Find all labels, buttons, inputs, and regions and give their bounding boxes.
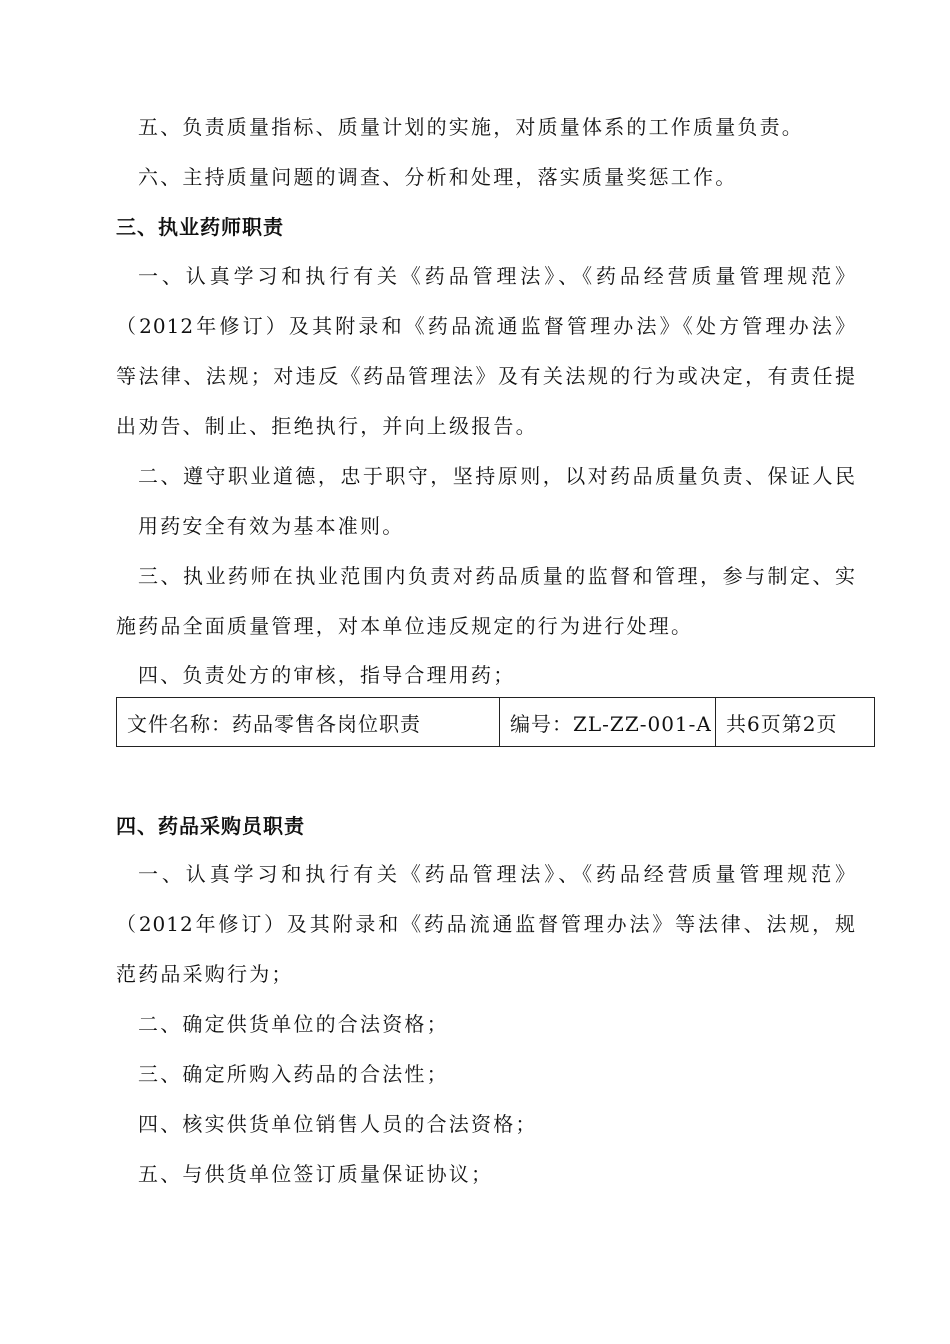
paragraph-item-6: 六、主持质量问题的调查、分析和处理，落实质量奖惩工作。 xyxy=(138,165,738,189)
purchaser-item-3: 三、确定所购入药品的合法性； xyxy=(138,1062,449,1086)
pharmacist-item-1-line-3: 等法律、法规；对违反《药品管理法》及有关法规的行为或决定，有责任提 xyxy=(116,364,856,388)
page-info-cell: 共6页第2页 xyxy=(716,698,875,747)
purchaser-item-4: 四、核实供货单位销售人员的合法资格； xyxy=(138,1112,538,1136)
purchaser-item-1-line-3: 范药品采购行为； xyxy=(116,962,294,986)
purchaser-item-1-line-1: 一、认真学习和执行有关《药品管理法》、《药品经营质量管理规范》 xyxy=(138,862,856,886)
purchaser-item-1-line-2: （2012年修订）及其附录和《药品流通监督管理办法》等法律、法规，规 xyxy=(116,912,856,936)
section-heading-purchaser: 四、药品采购员职责 xyxy=(116,814,305,838)
pharmacist-item-3-line-1: 三、执业药师在执业范围内负责对药品质量的监督和管理，参与制定、实 xyxy=(138,564,856,588)
paragraph-item-5: 五、负责质量指标、质量计划的实施，对质量体系的工作质量负责。 xyxy=(138,115,804,139)
section-heading-pharmacist: 三、执业药师职责 xyxy=(116,215,284,239)
pharmacist-item-4: 四、负责处方的审核，指导合理用药； xyxy=(138,663,516,687)
pharmacist-item-2-line-2: 用药安全有效为基本准则。 xyxy=(138,514,405,538)
purchaser-item-5: 五、与供货单位签订质量保证协议； xyxy=(138,1162,494,1186)
pharmacist-item-2-line-1: 二、遵守职业道德，忠于职守，坚持原则，以对药品质量负责、保证人民 xyxy=(138,464,856,488)
pharmacist-item-1-line-4: 出劝告、制止、拒绝执行，并向上级报告。 xyxy=(116,414,538,438)
pharmacist-item-3-line-2: 施药品全面质量管理，对本单位违反规定的行为进行处理。 xyxy=(116,614,694,638)
purchaser-item-2: 二、确定供货单位的合法资格； xyxy=(138,1012,449,1036)
document-footer-table xyxy=(116,697,875,747)
file-name-cell: 文件名称：药品零售各岗位职责 xyxy=(117,698,500,747)
document-number-cell: 编号：ZL-ZZ-001-A xyxy=(500,698,716,747)
table-row xyxy=(117,698,875,747)
pharmacist-item-1-line-1: 一、认真学习和执行有关《药品管理法》、《药品经营质量管理规范》 xyxy=(138,264,856,288)
pharmacist-item-1-line-2: （2012年修订）及其附录和《药品流通监督管理办法》《处方管理办法》 xyxy=(116,314,856,338)
